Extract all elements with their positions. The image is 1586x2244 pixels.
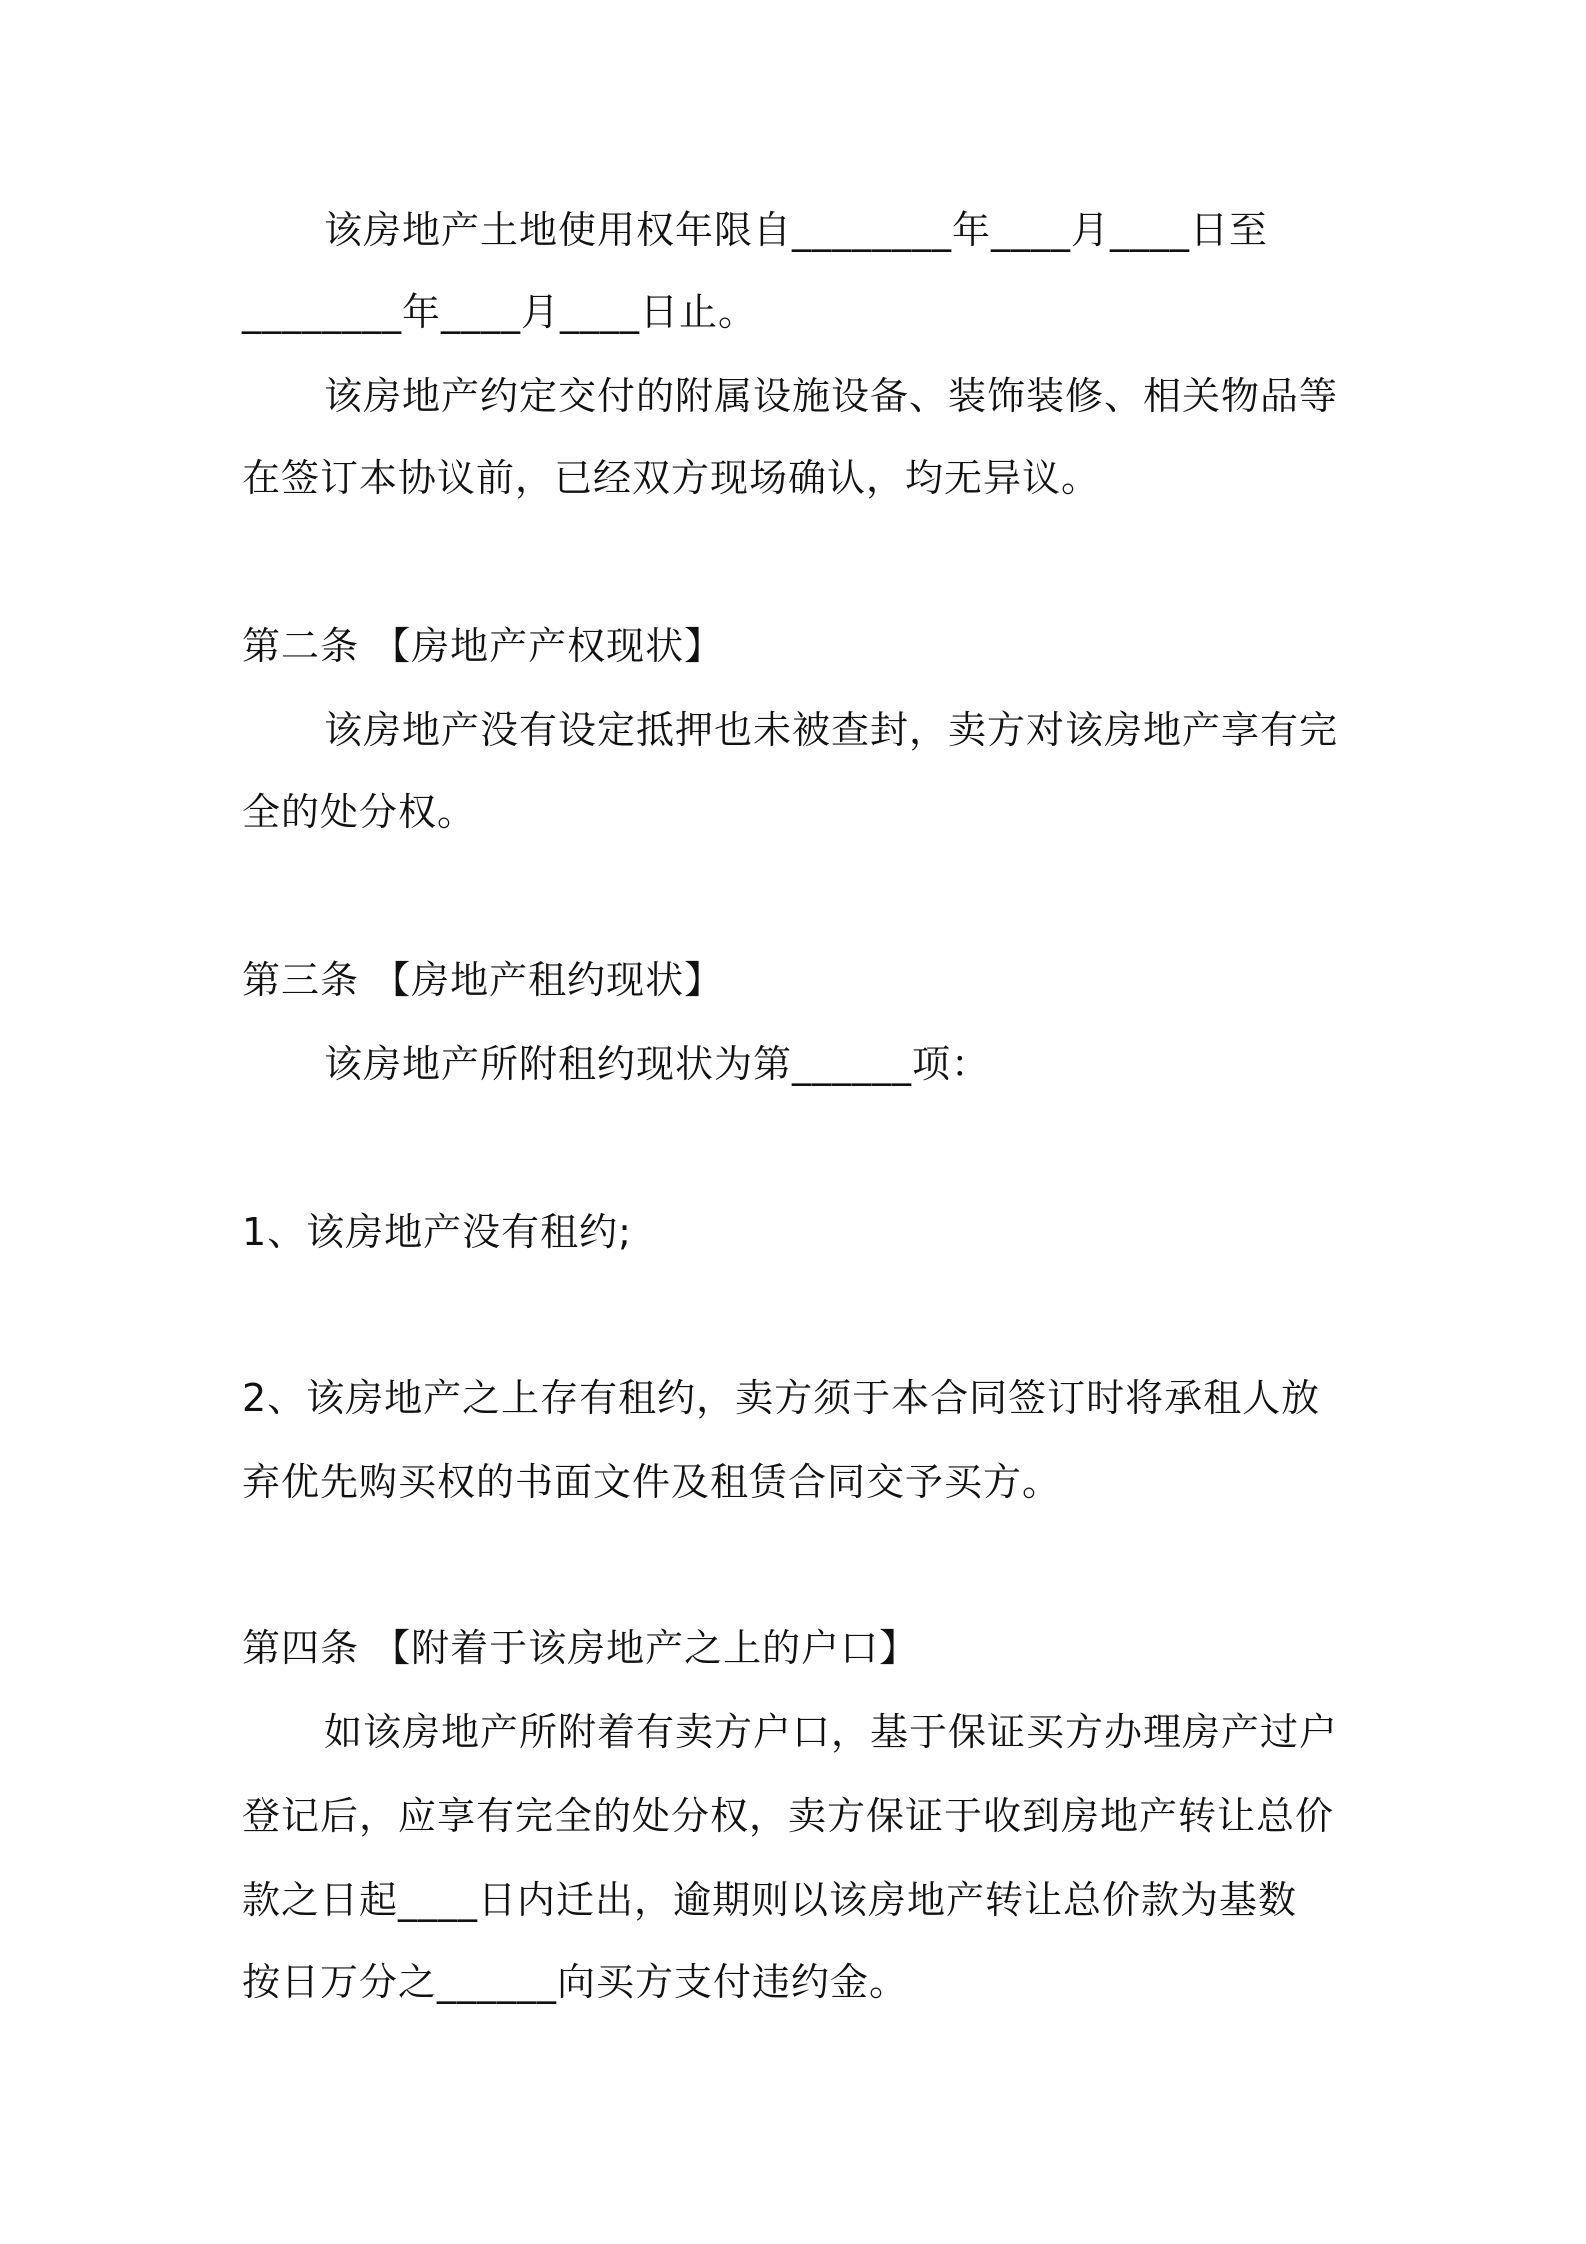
land-use-term-line-2: ________年____月____日止。 xyxy=(242,290,758,334)
article-3-option-2-line-1: 2、该房地产之上存有租约，卖方须于本合同签订时将承租人放 xyxy=(242,1376,1321,1420)
article-4-paragraph-line-1: 如该房地产所附着有卖方户口，基于保证买方办理房产过户 xyxy=(324,1710,1339,1754)
article-4-heading: 第四条 【附着于该房地产之上的户口】 xyxy=(242,1626,919,1670)
article-2-paragraph-line-1: 该房地产没有设定抵押也未被查封，卖方对该房地产享有完 xyxy=(324,708,1339,752)
article-2-heading: 第二条 【房地产产权现状】 xyxy=(242,624,724,668)
facilities-paragraph-line-1: 该房地产约定交付的附属设施设备、装饰装修、相关物品等 xyxy=(324,374,1339,418)
article-3-option-1: 1、该房地产没有租约; xyxy=(242,1210,632,1254)
article-4-paragraph-line-2: 登记后，应享有完全的处分权，卖方保证于收到房地产转让总价 xyxy=(242,1794,1335,1838)
article-4-paragraph-line-3: 款之日起____日内迁出，逾期则以该房地产转让总价款为基数 xyxy=(242,1878,1298,1922)
facilities-paragraph-line-2: 在签订本协议前，已经双方现场确认，均无异议。 xyxy=(242,456,1101,500)
article-3-heading: 第三条 【房地产租约现状】 xyxy=(242,958,724,1002)
article-2-paragraph-line-2: 全的处分权。 xyxy=(242,790,477,834)
land-use-term-line-1: 该房地产土地使用权年限自________年____月____日至 xyxy=(324,208,1269,252)
article-3-paragraph: 该房地产所附租约现状为第______项： xyxy=(324,1042,991,1086)
article-3-option-2-line-2: 弃优先购买权的书面文件及租赁合同交予买方。 xyxy=(242,1460,1062,1504)
article-4-paragraph-line-4: 按日万分之______向买方支付违约金。 xyxy=(242,1960,909,2004)
